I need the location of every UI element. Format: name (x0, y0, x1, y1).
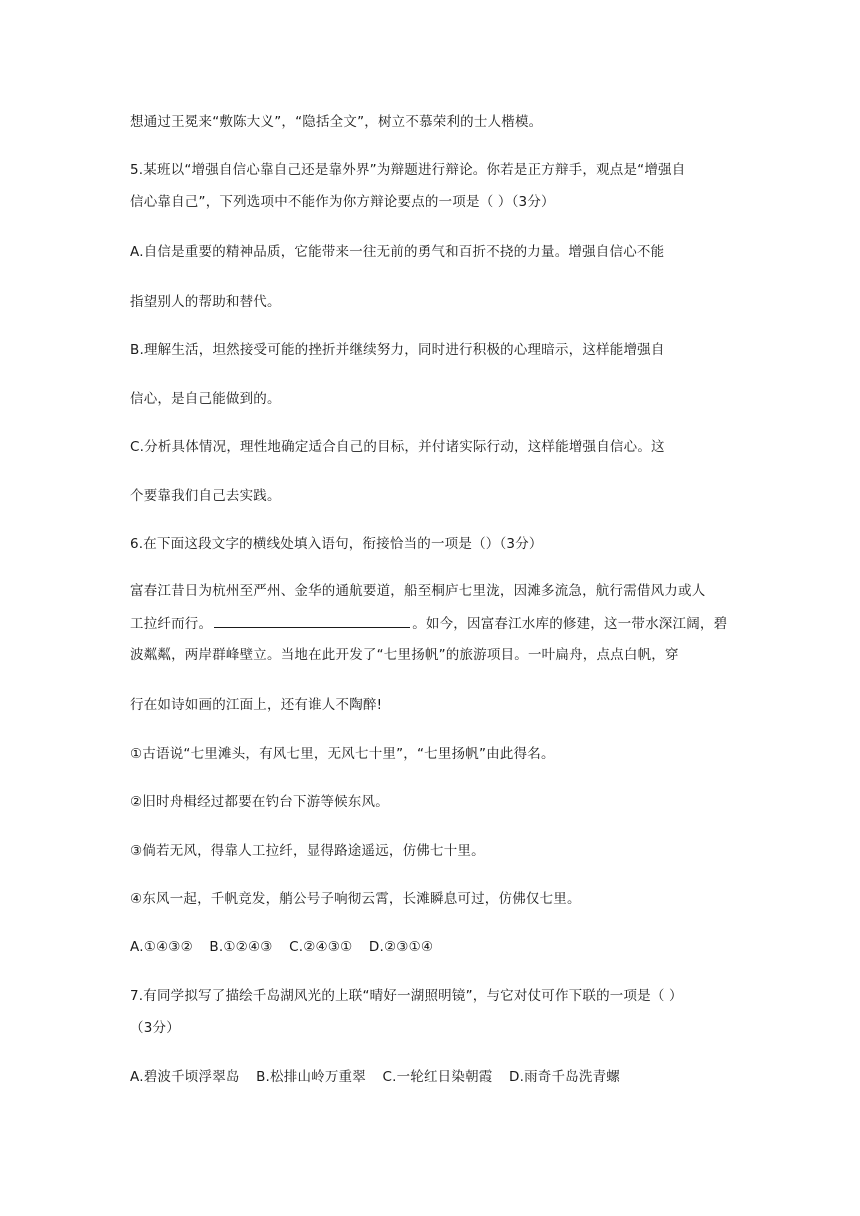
q7-stem-line-1: 7.有同学拟写了描绘千岛湖风光的上联“晴好一湖照明镜”，与它对仗可作下联的一项是（ ） (130, 988, 683, 1004)
q6-sentence-3: ③倘若无风，得靠人工拉纤，显得路途遥远，仿佛七十里。 (130, 843, 485, 859)
q5-option-b-line-2: 信心，是自己能做到的。 (130, 391, 281, 407)
q6-options (130, 937, 433, 957)
passage-text-before-blank: 工拉纤而行。 (130, 616, 213, 632)
q5-stem-line-1: 5.某班以“增强自信心靠自己还是靠外界”为辩题进行辩论。你若是正方辩手，观点是“增强自 (130, 162, 686, 178)
q5-option-a-line-1: A.自信是重要的精神品质，它能带来一往无前的勇气和百折不挠的力量。增强自信心不能 (130, 244, 665, 260)
q7-option-b: B.松排山岭万重翠 (256, 1069, 366, 1085)
q7-stem-line-2: （3分） (130, 1020, 180, 1036)
q6-passage-line-4: 行在如诗如画的江面上，还有谁人不陶醉! (130, 697, 383, 713)
q5-option-c-line-2: 个要靠我们自己去实践。 (130, 488, 281, 504)
q6-option-c: C.②④③① (289, 939, 353, 955)
q6-passage-line-2 (130, 613, 727, 634)
q7-option-d: D.雨奇千岛洗青螺 (508, 1069, 620, 1085)
text-line-1: 想通过王冕来“敷陈大义”，“隐括全文”，树立不慕荣利的士人楷模。 (130, 114, 543, 130)
q6-option-d: D.②③①④ (368, 939, 434, 955)
q5-stem-line-2: 信心靠自己”，下列选项中不能作为你方辩论要点的一项是（ ）（3分） (130, 194, 555, 210)
passage-text-after-blank: 。如今，因富春江水库的修建，这一带水深江阔，碧 (412, 616, 728, 632)
q7-options (130, 1067, 620, 1087)
q5-option-c-line-1: C.分析具体情况，理性地确定适合自己的目标，并付诸实际行动，这样能增强自信心。这 (130, 439, 665, 455)
q6-passage-line-1: 富春江昔日为杭州至严州、金华的通航要道，船至桐庐七里泷，因滩多流急，航行需借风力或人 (130, 583, 706, 599)
q6-sentence-2: ②旧时舟楫经过都要在钓台下游等候东风。 (130, 794, 389, 810)
q5-option-b-line-1: B.理解生活，坦然接受可能的挫折并继续努力，同时进行积极的心理暗示，这样能增强自 (130, 342, 665, 358)
q7-option-a: A.碧波千顷浮翠岛 (130, 1069, 240, 1085)
q6-option-b: B.①②④③ (209, 939, 273, 955)
q6-option-a: A.①④③② (130, 939, 193, 955)
q7-option-c: C.一轮红日染朝霞 (382, 1069, 493, 1085)
q5-option-a-line-2: 指望别人的帮助和替代。 (130, 294, 281, 310)
q6-stem: 6.在下面这段文字的横线处填入语句，衔接恰当的一项是（）（3分） (130, 536, 543, 552)
q6-sentence-1: ①古语说“七里滩头，有风七里，无风七十里”，“七里扬帆”由此得名。 (130, 746, 555, 762)
fill-in-blank (214, 613, 410, 628)
q6-sentence-4: ④东风一起，千帆竞发，艄公号子响彻云霄，长滩瞬息可过，仿佛仅七里。 (130, 891, 581, 907)
q6-passage-line-3: 波粼粼，两岸群峰壁立。当地在此开发了“七里扬帆”的旅游项目。一叶扁舟，点点白帆，穿 (130, 647, 679, 663)
